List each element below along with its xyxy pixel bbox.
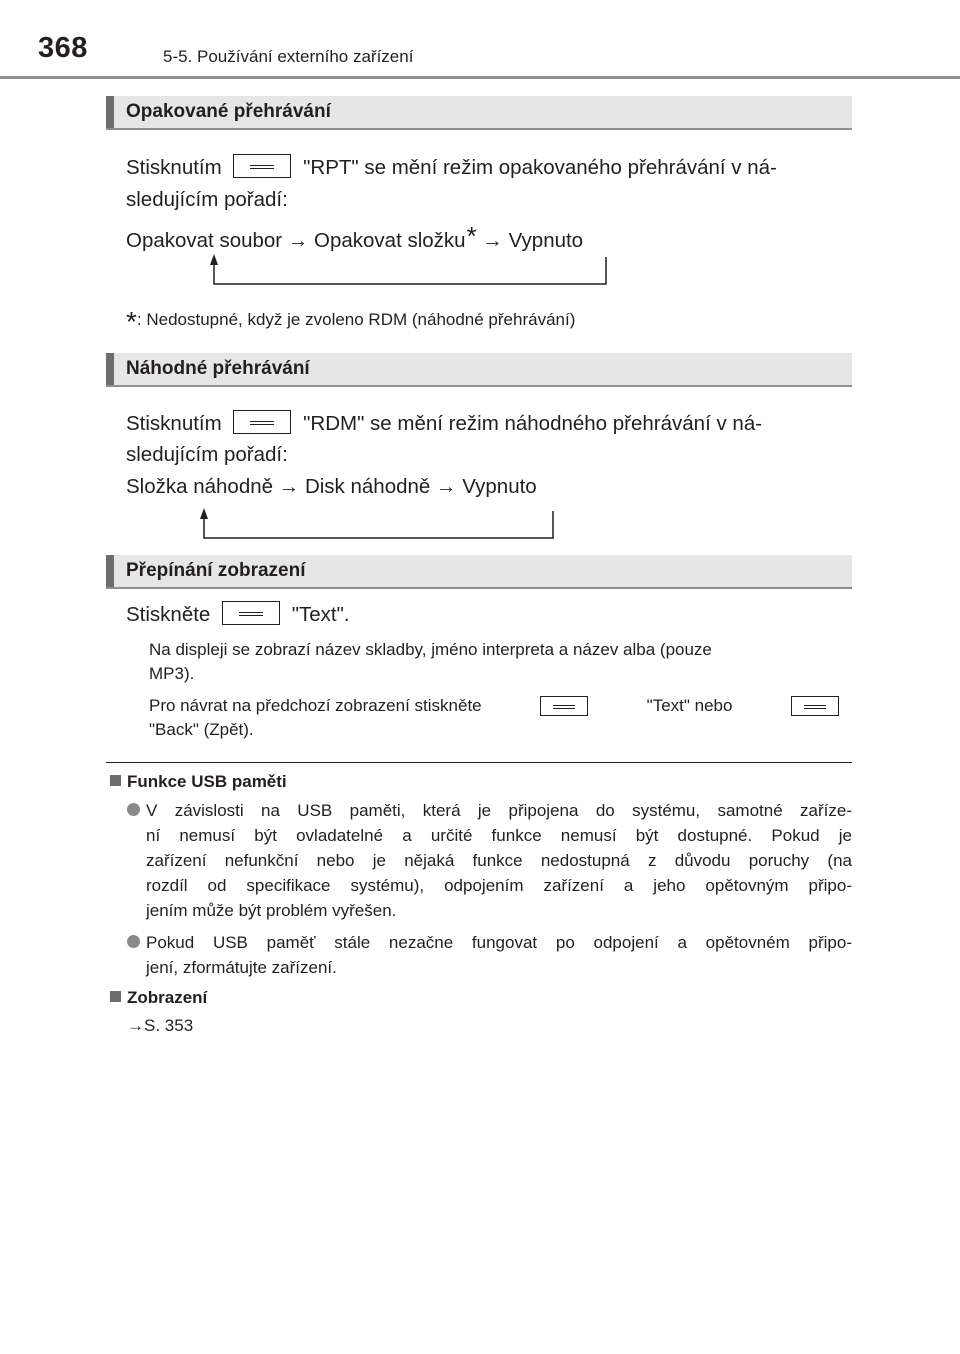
notes-divider (106, 762, 852, 763)
page-reference-link[interactable]: S. 353 (144, 1016, 194, 1035)
section-heading-bar (106, 555, 114, 587)
usb-note-1-line-5: jením může být problém vyřešen. (146, 901, 397, 920)
random-text-press: Stisknutím (126, 412, 222, 435)
section-heading-bar (106, 353, 114, 385)
seq-repeat-folder: Opakovat složku (314, 229, 466, 252)
repeat-footnote (126, 306, 575, 338)
display-info-line-2: MP3). (149, 664, 195, 683)
random-instruction-line-1 (126, 410, 762, 436)
bullet-dot-icon (127, 801, 144, 821)
note-heading-label: Funkce USB paměti (127, 772, 287, 791)
section-heading-random (106, 353, 852, 387)
asterisk-icon: * (466, 221, 477, 251)
repeat-instruction-line-2: sledujícím pořadí: (126, 188, 288, 211)
section-heading-label: Náhodné přehrávání (126, 358, 310, 379)
random-text-rdm: "RDM" se mění režim náhodného přehrávání v ná- (303, 412, 763, 435)
usb-note-1-line-1: V závislosti na USB paměti, která je připojena do systému, samotné zaříze- (146, 801, 852, 820)
usb-note-2-line-1: Pokud USB paměť stále nezačne fungovat po odpojení a opětovném připo- (146, 933, 852, 952)
usb-note-1-line-3: zařízení nefunkční nebo je nějaká funkce nedostupná z důvodu poruchy (na (146, 851, 852, 870)
random-instruction-line-2: sledujícím pořadí: (126, 443, 288, 466)
chapter-title: 5-5. Používání externího zařízení (163, 47, 414, 66)
back-text-or: "Text" nebo (646, 696, 733, 715)
seq-off: Vypnuto (462, 475, 537, 498)
arrow-right-icon: → (287, 229, 309, 252)
page-number: 368 (38, 32, 88, 64)
usb-note-1-line-2: ní nemusí být ovladatelné a určité funkce nemusí být dostupné. Pokud je (146, 826, 852, 845)
display-info-line-1: Na displeji se zobrazí název skladby, jméno interpreta a název alba (pouze (149, 640, 712, 659)
display-text-press: Stiskněte (126, 603, 211, 626)
note-heading-label: Zobrazení (127, 988, 208, 1007)
repeat-sequence (126, 221, 583, 253)
square-bullet-icon (110, 991, 121, 1002)
display-text-label: "Text". (291, 603, 350, 626)
arrow-right-icon: → (482, 229, 503, 252)
rdm-button-icon (233, 410, 291, 434)
footnote-text: : Nedostupné, když je zvoleno RDM (náhodné přehrávání) (136, 310, 576, 329)
seq-folder-random: Složka náhodně (126, 475, 274, 498)
note-heading-display (110, 988, 207, 1008)
repeat-text-press: Stisknutím (126, 156, 222, 179)
rpt-button-icon (233, 154, 291, 178)
header-divider (0, 76, 960, 79)
usb-note-1-line-4: rozdíl od specifikace systému), odpojením zařízení a jeho opětovným připo- (146, 876, 852, 895)
repeat-text-rpt: "RPT" se mění režim opakovaného přehrávání v ná- (303, 156, 777, 179)
section-heading-repeat (106, 96, 852, 130)
section-heading-bar (106, 96, 114, 128)
seq-disc-random: Disk náhodně (304, 475, 431, 498)
page-reference (127, 1016, 193, 1036)
repeat-instruction-line-1 (126, 154, 777, 180)
seq-repeat-file: Opakovat soubor (126, 229, 283, 252)
bullet-dot-icon (127, 933, 144, 953)
asterisk-icon: * (126, 306, 137, 337)
section-heading-label: Opakované přehrávání (126, 101, 331, 122)
text-button-icon (540, 696, 588, 716)
note-heading-usb (110, 772, 287, 792)
back-text-intro: Pro návrat na předchozí zobrazení stiskněte (149, 696, 482, 715)
loop-back-arrow-icon (190, 506, 560, 542)
arrow-right-icon: → (278, 475, 300, 498)
section-heading-label: Přepínání zobrazení (126, 560, 306, 581)
display-back-line-2: "Back" (Zpět). (149, 720, 254, 739)
display-back-line-1 (149, 696, 839, 716)
display-instruction-line (126, 601, 350, 627)
loop-back-arrow-icon (200, 252, 620, 288)
arrow-right-icon: → (127, 1016, 144, 1035)
arrow-right-icon: → (436, 475, 457, 498)
text-button-icon (222, 601, 280, 625)
square-bullet-icon (110, 775, 121, 786)
back-button-icon (791, 696, 839, 716)
random-sequence (126, 475, 537, 499)
usb-note-2-line-2: jení, zformátujte zařízení. (146, 958, 337, 977)
seq-off: Vypnuto (508, 229, 584, 252)
section-heading-display (106, 555, 852, 589)
